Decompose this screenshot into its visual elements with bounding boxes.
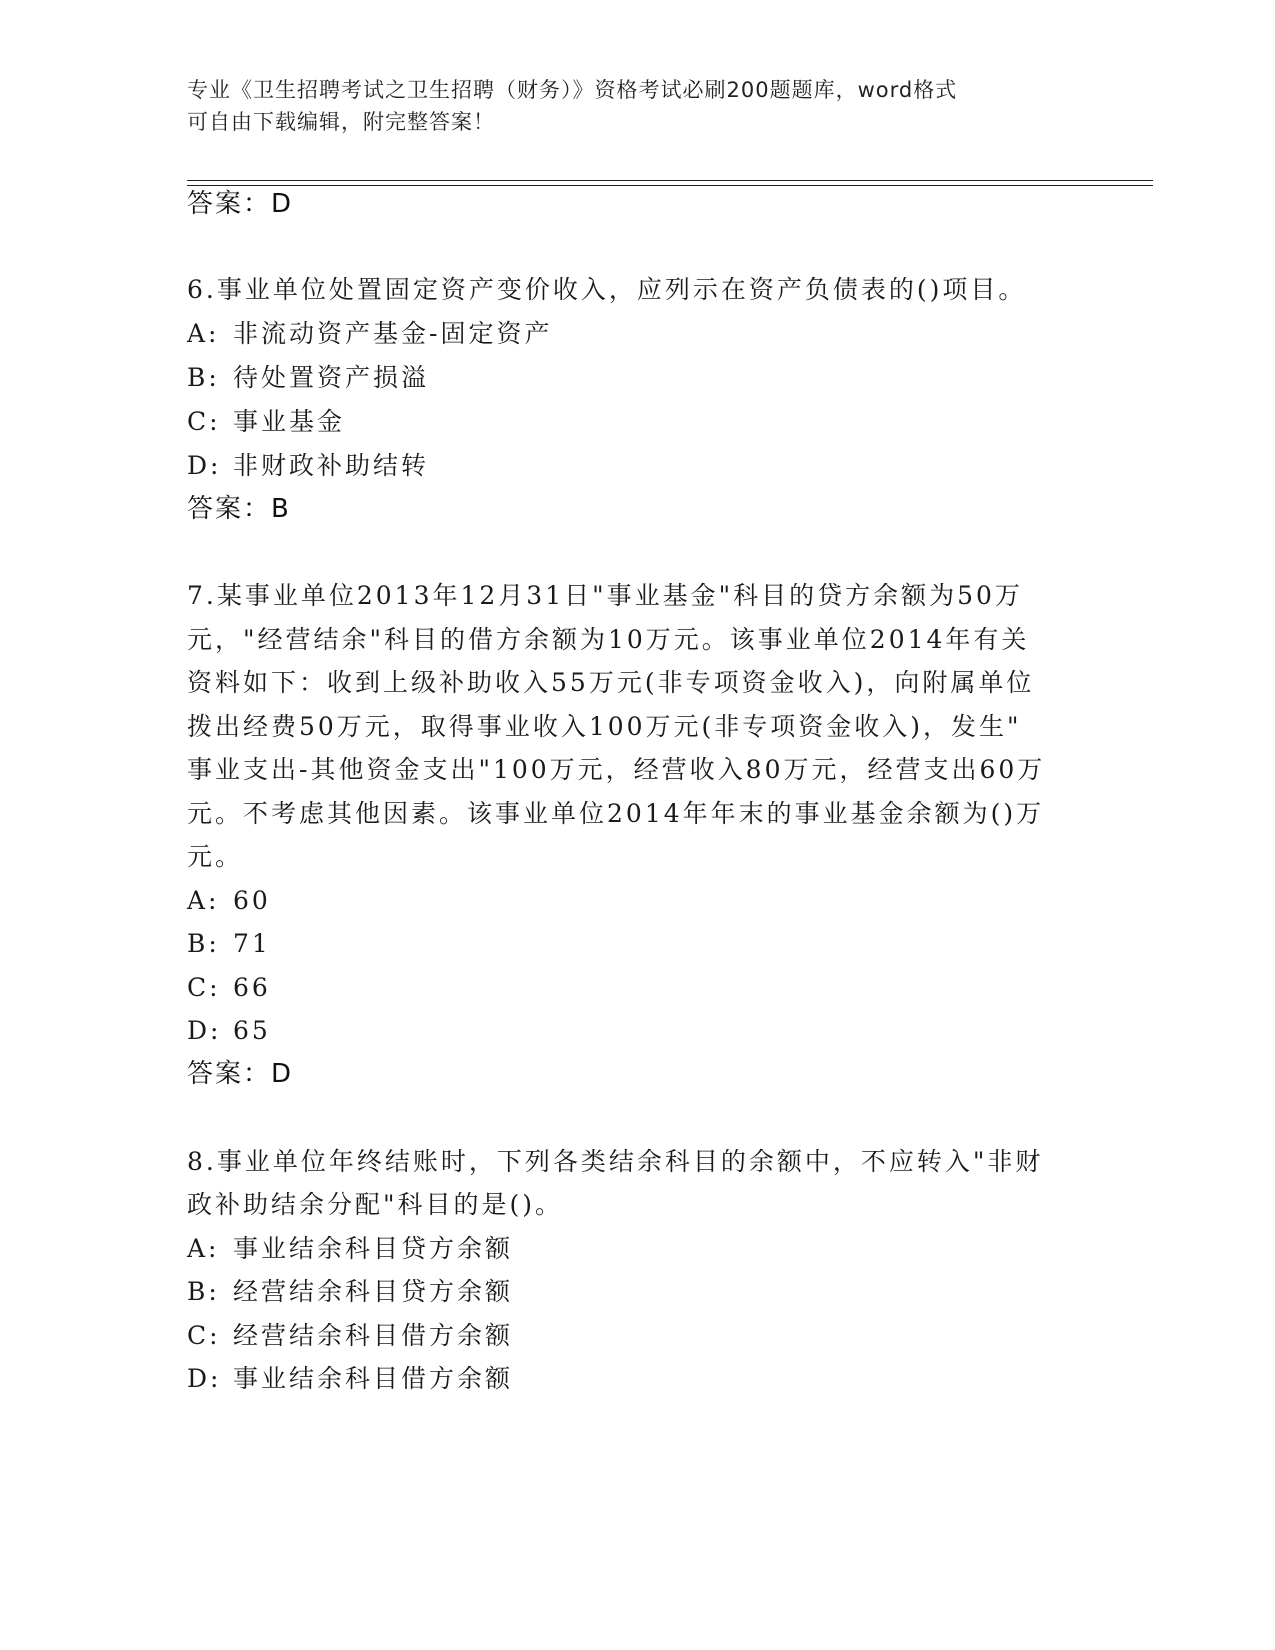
option-key: C: — [187, 1321, 221, 1350]
option-key: A: — [187, 319, 220, 348]
q7-stem-line-5: 事业支出-其他资金支出"100万元，经营收入80万元，经营支出60万 — [187, 755, 1046, 784]
header-line-2: 可自由下载编辑，附完整答案！ — [187, 110, 495, 134]
q7-stem-line-7: 元。 — [187, 842, 244, 871]
q7-option-c — [187, 971, 271, 1005]
option-text: 65 — [233, 1016, 271, 1045]
option-text: 经营结余科目借方余额 — [233, 1321, 514, 1350]
header-line-1: 专业《卫生招聘考试之卫生招聘（财务）》资格考试必刷200题题库，word格式 — [187, 78, 958, 102]
option-text: 非财政补助结转 — [233, 451, 430, 480]
option-text: 66 — [233, 973, 271, 1002]
q7-stem-line-1: 7.某事业单位2013年12月31日"事业基金"科目的贷方余额为50万 — [187, 581, 1023, 610]
option-text: 60 — [233, 886, 271, 915]
option-key: A: — [187, 1234, 220, 1263]
q6-option-a — [187, 317, 552, 351]
option-key: D: — [187, 1364, 222, 1393]
option-text: 事业结余科目贷方余额 — [233, 1234, 514, 1263]
q6-option-d — [187, 449, 429, 483]
option-key: A: — [187, 886, 220, 915]
q8-option-b — [187, 1275, 513, 1309]
option-key: B: — [187, 1277, 220, 1306]
option-text: 非流动资产基金-固定资产 — [233, 319, 553, 348]
option-key: C: — [187, 973, 221, 1002]
header-rule-top — [187, 180, 1153, 181]
q7-stem-line-2: 元，"经营结余"科目的借方余额为10万元。该事业单位2014年有关 — [187, 625, 1030, 654]
q8-option-c — [187, 1319, 513, 1353]
option-text: 待处置资产损溢 — [233, 363, 430, 392]
q7-answer: 答案：D — [187, 1059, 294, 1089]
document-header — [187, 74, 1067, 138]
q7-option-a — [187, 884, 271, 918]
option-key: B: — [187, 929, 220, 958]
q7-stem-line-4: 拨出经费50万元，取得事业收入100万元(非专项资金收入)，发生" — [187, 712, 1022, 741]
q8-option-a — [187, 1232, 513, 1266]
q7-option-b — [187, 927, 271, 961]
option-key: D: — [187, 451, 222, 480]
option-text: 71 — [233, 929, 271, 958]
option-text: 经营结余科目贷方余额 — [233, 1277, 514, 1306]
option-text: 事业结余科目借方余额 — [233, 1364, 514, 1393]
q8-stem-line-2: 政补助结余分配"科目的是()。 — [187, 1190, 564, 1219]
header-rule-bottom — [187, 185, 1153, 186]
prev-answer: 答案：D — [187, 189, 294, 219]
q7-stem-line-3: 资料如下：收到上级补助收入55万元(非专项资金收入)，向附属单位 — [187, 668, 1035, 697]
q7-stem-line-6: 元。不考虑其他因素。该事业单位2014年年末的事业基金余额为()万 — [187, 799, 1045, 828]
option-text: 事业基金 — [233, 407, 346, 436]
q8-option-d — [187, 1362, 513, 1396]
option-key: D: — [187, 1016, 222, 1045]
q7-option-d — [187, 1014, 271, 1048]
q6-option-b — [187, 361, 429, 395]
q6-stem: 6.事业单位处置固定资产变价收入，应列示在资产负债表的()项目。 — [187, 275, 1027, 304]
q6-option-c — [187, 405, 345, 439]
option-key: C: — [187, 407, 221, 436]
q8-stem-line-1: 8.事业单位年终结账时，下列各类结余科目的余额中，不应转入"非财 — [187, 1147, 1044, 1176]
option-key: B: — [187, 363, 220, 392]
q6-answer: 答案：B — [187, 494, 291, 524]
